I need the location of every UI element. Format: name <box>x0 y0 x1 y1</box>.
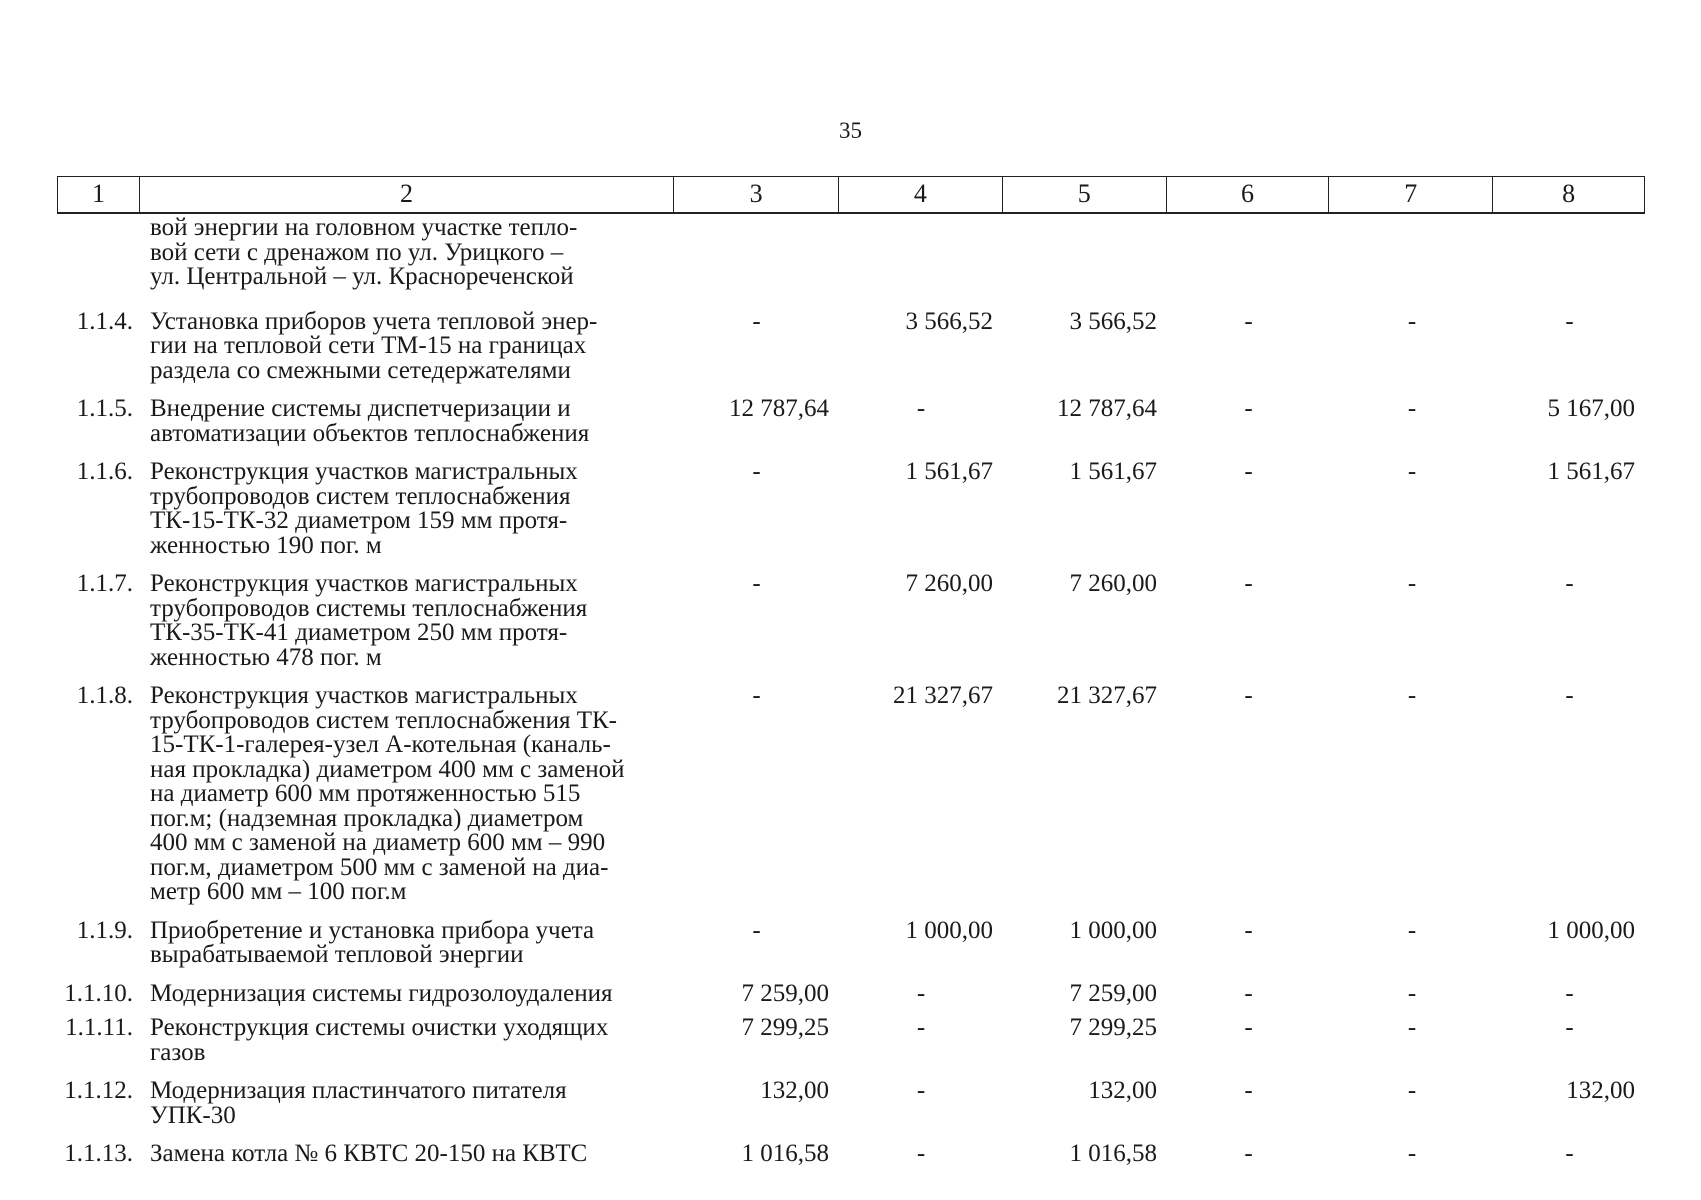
row-number: 1.1.8. <box>76 682 133 709</box>
value-col-4: - <box>916 1140 926 1167</box>
value-col-4: 3 566,52 <box>905 307 993 335</box>
value-col-7: - <box>1407 395 1417 422</box>
header-col-6: 6 <box>1167 177 1330 212</box>
value-col-7: - <box>1407 307 1417 335</box>
value-col-8: - <box>1565 1014 1574 1041</box>
header-col-4: 4 <box>839 177 1003 212</box>
row-number: 1.1.7. <box>76 570 133 597</box>
table-row <box>57 1142 1645 1167</box>
value-col-8: 1 561,67 <box>1547 458 1635 485</box>
row-description <box>139 1079 674 1128</box>
table-row <box>57 916 1645 968</box>
value-col-3: - <box>752 307 761 335</box>
value-col-5: 132,00 <box>1088 1077 1157 1104</box>
row-description <box>139 684 674 905</box>
value-col-4: - <box>916 979 926 1007</box>
value-col-6: - <box>1244 1077 1253 1104</box>
value-col-5: 1 561,67 <box>1069 458 1157 485</box>
description-line: трубопроводов системы теплоснабжения <box>150 594 588 622</box>
row-number: 1.1.9. <box>76 916 133 944</box>
value-col-6: - <box>1244 1140 1253 1167</box>
table-row <box>57 1079 1645 1128</box>
value-col-6: - <box>1244 916 1253 944</box>
value-col-4 <box>839 216 1003 290</box>
value-col-5: 7 299,25 <box>1069 1014 1157 1041</box>
row-number <box>57 216 139 290</box>
row-description <box>139 572 674 670</box>
description-line: Модернизация пластинчатого питателя <box>150 1077 567 1104</box>
row-number: 1.1.6. <box>76 458 133 485</box>
value-col-6: - <box>1244 395 1253 422</box>
value-col-3: - <box>752 570 761 597</box>
value-col-5: 7 260,00 <box>1069 570 1157 597</box>
description-line: автоматизации объектов теплоснабжения <box>150 419 590 447</box>
description-line: Реконструкция участков магистральных <box>150 682 578 709</box>
value-col-8: 5 167,00 <box>1547 395 1635 422</box>
description-line: вырабатываемой тепловой энергии <box>150 941 524 968</box>
row-description <box>139 397 674 446</box>
description-line: вой энергии на головном участке тепло- <box>150 214 578 241</box>
value-col-3: 1 016,58 <box>741 1140 829 1167</box>
table-header <box>57 176 1645 214</box>
row-number: 1.1.13. <box>64 1140 133 1167</box>
row-description <box>139 307 674 384</box>
value-col-6: - <box>1244 458 1253 485</box>
value-col-3: - <box>752 458 761 485</box>
description-line: ул. Центральной – ул. Краснореченской <box>150 263 574 290</box>
value-col-5: 12 787,64 <box>1057 395 1157 422</box>
value-col-4: 7 260,00 <box>905 570 993 597</box>
header-col-5: 5 <box>1003 177 1167 212</box>
description-line: трубопроводов систем теплоснабжения ТК- <box>150 706 618 734</box>
value-col-3: 7 299,25 <box>741 1014 829 1041</box>
description-line: вой сети с дренажом по ул. Урицкого – <box>150 238 564 266</box>
row-number: 1.1.5. <box>76 395 133 422</box>
description-line: ТК-15-ТК-32 диаметром 159 мм протя- <box>150 507 568 534</box>
value-col-8: - <box>1565 682 1574 709</box>
description-line: Внедрение системы диспетчеризации и <box>150 395 571 422</box>
description-line: Реконструкция системы очистки уходящих <box>150 1014 609 1041</box>
value-col-4: - <box>916 1077 926 1104</box>
value-col-7: - <box>1407 1014 1417 1041</box>
value-col-5: 3 566,52 <box>1069 307 1157 335</box>
description-line: раздела со смежными сетедержателями <box>150 356 571 384</box>
value-col-5: 1 016,58 <box>1069 1140 1157 1167</box>
description-line: Установка приборов учета тепловой энер- <box>150 307 598 335</box>
row-description <box>139 1016 674 1065</box>
description-line: пог.м, диаметром 500 мм с заменой на диа- <box>150 853 609 881</box>
value-col-6: - <box>1244 979 1253 1007</box>
value-col-5 <box>1003 216 1167 290</box>
value-col-8: - <box>1565 1140 1574 1167</box>
table-row <box>57 1016 1645 1065</box>
value-col-6: - <box>1244 307 1253 335</box>
value-col-7: - <box>1407 979 1417 1007</box>
description-line: газов <box>150 1038 206 1066</box>
row-number: 1.1.10. <box>64 979 133 1007</box>
value-col-6: - <box>1244 682 1253 709</box>
value-col-7 <box>1330 216 1494 290</box>
value-col-4: 1 561,67 <box>905 458 993 485</box>
value-col-5: 21 327,67 <box>1057 682 1157 709</box>
row-description <box>139 216 674 290</box>
value-col-8: - <box>1565 570 1574 597</box>
table-body <box>57 216 1645 1177</box>
value-col-7: - <box>1407 458 1417 485</box>
value-col-8: - <box>1565 979 1574 1007</box>
description-line: гии на тепловой сети ТМ-15 на границах <box>150 332 587 359</box>
description-line: Реконструкция участков магистральных <box>150 458 578 485</box>
value-col-7: - <box>1407 570 1417 597</box>
table-row <box>57 572 1645 670</box>
description-line: ТК-35-ТК-41 диаметром 250 мм протя- <box>150 619 568 646</box>
description-line: женностью 190 пог. м <box>150 531 382 559</box>
page-number: 35 <box>839 118 862 143</box>
table-row <box>57 307 1645 384</box>
row-number: 1.1.4. <box>76 307 133 335</box>
description-line: Модернизация системы гидрозолоудаления <box>150 979 613 1007</box>
table-row <box>57 460 1645 558</box>
description-line: УПК-30 <box>150 1101 236 1129</box>
description-line: 400 мм с заменой на диаметр 600 мм – 990 <box>150 829 606 856</box>
description-line: женностью 478 пог. м <box>150 643 382 671</box>
row-description <box>139 916 674 968</box>
description-line: метр 600 мм – 100 пог.м <box>150 878 407 905</box>
value-col-4: - <box>916 1014 926 1041</box>
value-col-4: 21 327,67 <box>893 682 993 709</box>
value-col-7: - <box>1407 1077 1417 1104</box>
row-description <box>139 460 674 558</box>
value-col-6 <box>1167 216 1330 290</box>
description-line: 15-ТК-1-галерея-узел А-котельная (каналь- <box>150 731 611 758</box>
value-col-8: 1 000,00 <box>1547 916 1635 944</box>
row-description <box>139 979 674 1007</box>
description-line: Приобретение и установка прибора учета <box>150 916 595 944</box>
table-row <box>57 216 1645 290</box>
description-line: Реконструкция участков магистральных <box>150 570 578 597</box>
table-row <box>57 684 1645 905</box>
value-col-7: - <box>1407 1140 1417 1167</box>
header-col-1: 1 <box>58 177 140 212</box>
value-col-3: 7 259,00 <box>741 979 829 1007</box>
header-col-2: 2 <box>140 177 674 212</box>
row-number: 1.1.11. <box>65 1014 133 1041</box>
description-line: ная прокладка) диаметром 400 мм с заменой <box>150 755 625 783</box>
value-col-5: 7 259,00 <box>1069 979 1157 1007</box>
value-col-3: - <box>752 682 761 709</box>
value-col-7: - <box>1407 916 1417 944</box>
value-col-4: - <box>916 395 926 422</box>
description-line: на диаметр 600 мм протяженностью 515 <box>150 780 581 807</box>
value-col-8: 132,00 <box>1566 1077 1635 1104</box>
header-col-7: 7 <box>1329 177 1493 212</box>
table-row <box>57 979 1645 1007</box>
value-col-4: 1 000,00 <box>905 916 993 944</box>
value-col-3: 132,00 <box>760 1077 829 1104</box>
value-col-6: - <box>1244 570 1253 597</box>
description-line: трубопроводов систем теплоснабжения <box>150 482 571 510</box>
description-line: пог.м; (надземная прокладка) диаметром <box>150 804 584 832</box>
value-col-6: - <box>1244 1014 1253 1041</box>
value-col-3 <box>674 216 839 290</box>
description-line: Замена котла № 6 КВТС 20-150 на КВТС <box>150 1140 588 1167</box>
table-row <box>57 397 1645 446</box>
value-col-8 <box>1494 216 1645 290</box>
value-col-3: 12 787,64 <box>729 395 829 422</box>
header-col-3: 3 <box>674 177 839 212</box>
value-col-8: - <box>1565 307 1574 335</box>
row-number: 1.1.12. <box>64 1077 133 1104</box>
row-description <box>139 1142 674 1167</box>
header-col-8: 8 <box>1562 179 1576 208</box>
value-col-7: - <box>1407 682 1417 709</box>
value-col-5: 1 000,00 <box>1069 916 1157 944</box>
value-col-3: - <box>752 916 761 944</box>
